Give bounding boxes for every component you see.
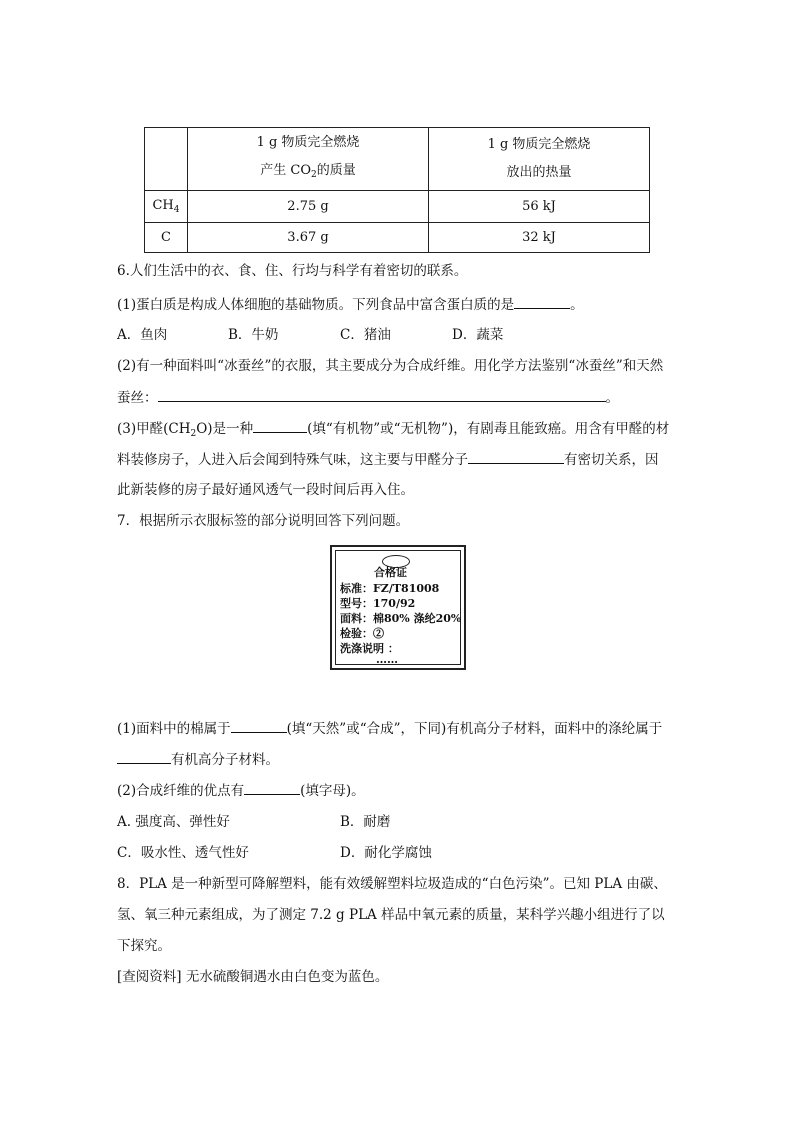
table-row xyxy=(145,191,650,223)
table-header-heat xyxy=(429,128,650,191)
q6-option-c: C．猪油 xyxy=(340,327,391,343)
table-row xyxy=(145,223,650,253)
label-fabric: 面料：棉80% 涤纶20% xyxy=(340,612,462,625)
answer-blank[interactable] xyxy=(244,780,300,795)
q6-part3-b: O)是一种 xyxy=(196,421,254,437)
q7-option-a: A. 强度高、弹性好 xyxy=(117,814,230,830)
q6-part1-text: (1)蛋白质是构成人体细胞的基础物质。下列食品中富含蛋白质的是 xyxy=(117,297,515,313)
table-corner-cell xyxy=(145,128,188,191)
q7-part1-line2 xyxy=(117,749,279,770)
answer-blank[interactable] xyxy=(468,449,564,464)
header-co2-line2 xyxy=(188,157,428,189)
header-co2-line2-pre: 产生 CO xyxy=(260,163,311,178)
answer-blank[interactable] xyxy=(158,387,606,402)
q7-part2-a: (2)合成纤维的优点有 xyxy=(117,783,245,799)
q6-part2-line1: (2)有一种面料叫“冰蚕丝”的衣服，其主要成分为合成纤维。用化学方法鉴别“冰蚕丝”和天然 xyxy=(117,358,664,374)
q6-part3-subscript: 2 xyxy=(190,429,197,439)
q7-part2 xyxy=(117,780,365,801)
header-co2-line1: 1 g 物质完全燃烧 xyxy=(256,135,360,150)
label-standard: 标准：FZ/T81008 xyxy=(340,582,440,595)
row-co2: 3.67 g xyxy=(188,223,429,253)
answer-blank[interactable] xyxy=(514,294,570,309)
substance-name: CH xyxy=(152,198,174,213)
row-co2: 2.75 g xyxy=(188,191,429,223)
q7-part1-b: (填“天然”或“合成”，下同)有机高分子材料，面料中的涤纶属于 xyxy=(286,721,663,737)
label-title: 合格证 xyxy=(374,566,407,579)
clothing-label-inner-border xyxy=(335,550,461,665)
q6-part2-line2 xyxy=(117,387,619,408)
row-substance xyxy=(145,223,188,253)
q7-part1-a: (1)面料中的棉属于 xyxy=(117,721,231,737)
q7-option-b: B．耐磨 xyxy=(340,814,391,830)
q7-part1-line2-text: 有机高分子材料。 xyxy=(171,752,279,768)
combustion-table xyxy=(144,127,650,253)
q8-line3: 下探究。 xyxy=(117,938,171,954)
q6-part2-line2-end: 。 xyxy=(605,390,619,406)
q6-option-d: D．蔬菜 xyxy=(452,327,504,343)
header-heat-line1: 1 g 物质完全燃烧 xyxy=(487,137,591,152)
answer-blank[interactable] xyxy=(253,418,307,433)
q7-option-d: D．耐化学腐蚀 xyxy=(340,845,432,861)
substance-subscript: 4 xyxy=(173,205,180,215)
label-inspection: 检验：② xyxy=(340,627,384,640)
label-model: 型号：170/92 xyxy=(340,597,416,610)
q6-part1 xyxy=(117,294,584,315)
q7-part2-b: (填字母)。 xyxy=(300,783,365,799)
q6-part3-a: (3)甲醛(CH xyxy=(117,421,191,437)
row-heat: 56 kJ xyxy=(429,191,650,223)
q6-stem: 6.人们生活中的衣、食、住、行均与科学有着密切的联系。 xyxy=(117,263,468,279)
substance-name: C xyxy=(161,230,171,245)
table-header-row xyxy=(145,128,650,191)
answer-blank[interactable] xyxy=(231,718,287,733)
q6-option-b: B．牛奶 xyxy=(228,327,279,343)
header-co2-line2-post: 的质量 xyxy=(316,163,356,178)
header-heat-line2: 放出的热量 xyxy=(506,165,572,180)
q6-part3-line2-a: 料装修房子，人进入后会闻到特殊气味，这主要与甲醛分子 xyxy=(117,452,468,468)
table-header-co2 xyxy=(188,128,429,191)
q6-part1-end: 。 xyxy=(570,297,584,313)
q6-part3-line1 xyxy=(117,418,669,444)
q8-line1: 8．PLA 是一种新型可降解塑料，能有效缓解塑料垃圾造成的“白色污染”。已知 PLA 由碳、 xyxy=(117,876,667,892)
q7-option-c: C．吸水性、透气性好 xyxy=(117,845,249,861)
row-substance xyxy=(145,191,188,223)
q7-part1-line1 xyxy=(117,718,662,739)
label-washing: 洗涤说明 ： xyxy=(340,642,399,655)
answer-blank[interactable] xyxy=(117,749,171,764)
q6-part3-line2 xyxy=(117,449,659,470)
header-co2-subscript: 2 xyxy=(311,170,317,180)
q6-option-a: A．鱼肉 xyxy=(117,327,168,343)
label-ellipsis: …… xyxy=(376,653,398,666)
q6-part3-c: (填“有机物”或“无机物”)，有剧毒且能致癌。用含有甲醛的材 xyxy=(307,421,670,437)
q6-part3-line2-b: 有密切关系，因 xyxy=(564,452,659,468)
clothing-label xyxy=(330,545,466,670)
q6-part2-line2-start: 蚕丝： xyxy=(117,390,158,406)
q6-part3-line3: 此新装修的房子最好通风透气一段时间后再入住。 xyxy=(117,482,414,498)
q7-stem: 7．根据所示衣服标签的部分说明回答下列问题。 xyxy=(117,513,410,529)
q8-line2: 氢、氧三种元素组成，为了测定 7.2 g PLA 样品中氧元素的质量，某科学兴趣小组进行了以 xyxy=(117,907,665,923)
q8-reference-info: [查阅资料] 无水硫酸铜遇水由白色变为蓝色。 xyxy=(117,969,389,985)
row-heat: 32 kJ xyxy=(429,223,650,253)
